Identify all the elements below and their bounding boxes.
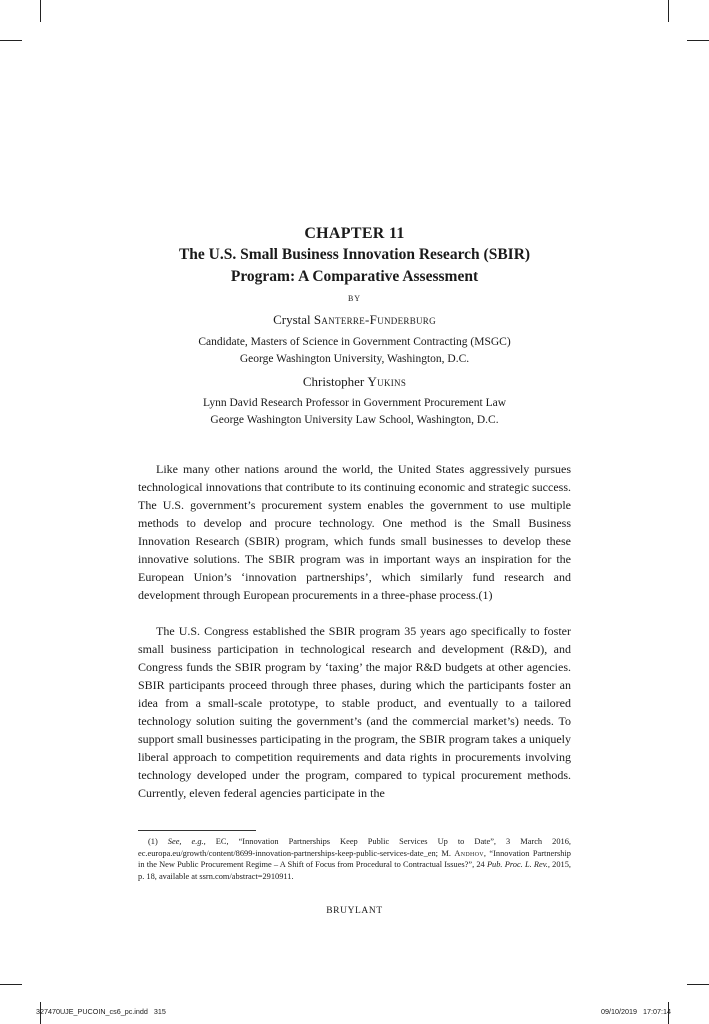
body-paragraph-2: The U.S. Congress established the SBIR program 35 years ago specifically to foster small business participation in technological research and development (R&D), and Congress funds the SBIR program by ‘taxing’ the major R&D budgets at other agencies. SBIR participants proceed through three phases, during which the participants foster an idea from a small-scale prototype, to stable product, and eventually to a tailored technology solution suiting the government’s (and the commercial market’s) needs. To support small businesses participating in the program, the SBIR program takes a uniquely liberal approach to competition requirements and data rights in procurements involving technology developed under the program, compared to typical procurement methods. Currently, eleven federal agencies participate in the [138, 624, 571, 800]
printer-slug-file: 327470UJE_PUCOIN_cs6_pc.indd 315 [36, 1007, 166, 1016]
footnote [138, 836, 571, 882]
crop-mark-right-bottom [687, 984, 709, 985]
chapter-number: CHAPTER 11 [304, 225, 405, 242]
footnote-text-2: , “Innovation Partnership in the New Public Procurement Regime – A Shift of Focus from Procedural to Contractual Issues?”, 24 [138, 848, 571, 870]
crop-mark-right-top [687, 40, 709, 41]
footnote-author: Andhov [454, 848, 484, 858]
author-2-last-name: Yukins [367, 374, 407, 389]
author-2-affiliation-1: Lynn David Research Professor in Government Procurement Law [202, 397, 507, 409]
by-label: BY [347, 294, 362, 303]
crop-mark-left-bottom [0, 984, 22, 985]
author-1-first-name: Crystal [273, 312, 311, 327]
publisher-footer: BRUYLANT [326, 906, 383, 916]
footnote-see-eg: See, e.g., [167, 837, 206, 846]
printer-slug-timestamp: 09/10/2019 17:07:14 [601, 1007, 671, 1016]
crop-mark-top-left [40, 0, 41, 22]
crop-mark-top-right [668, 0, 669, 22]
body-paragraph-1: Like many other nations around the world, the United States aggressively pursues technological innovations that contribute to its continuing economic and strategic success. The U.S. government’s procurement system enables the government to use multiple methods to develop and procure technology. One method is the Small Business Innovation Research (SBIR) program, which funds small businesses to develop these innovative solutions. The SBIR program was in important ways an inspiration for the European Union’s ‘innovation partnerships’, which similarly fund research and development through European procurements in a three-phase process.(1) [138, 462, 571, 602]
footnote-text-1: EC, “Innovation Partnerships Keep Public Services Up to Date”, 3 March 2016, ec.europa.eu/growth/content/8699-innovation-partnerships-keep-public-services-date_en; M. [138, 837, 571, 858]
crop-mark-left-top [0, 40, 22, 41]
author-1-affiliation-1: Candidate, Masters of Science in Government Contracting (MSGC) [198, 336, 511, 348]
footnote-text-3: , 2015, p. 18, available at ssrn.com/abstract=2910911. [138, 860, 572, 881]
author-2-first-name: Christopher [302, 374, 365, 389]
author-2-affiliation-2: George Washington University Law School, Washington, D.C. [210, 414, 499, 426]
footnote-journal: Pub. Proc. L. Rev. [486, 860, 548, 870]
footnote-rule [138, 830, 256, 831]
chapter-title-line-1: The U.S. Small Business Innovation Research (SBIR) [178, 246, 531, 263]
author-1-affiliation-2: George Washington University, Washington, D.C. [239, 353, 470, 365]
footnote-marker: (1) [148, 837, 158, 846]
author-2-name [0, 374, 709, 390]
author-1-name [0, 312, 709, 328]
author-1-last-name: Santerre-Funderburg [313, 312, 436, 327]
chapter-title-line-2: Program: A Comparative Assessment [230, 268, 479, 285]
